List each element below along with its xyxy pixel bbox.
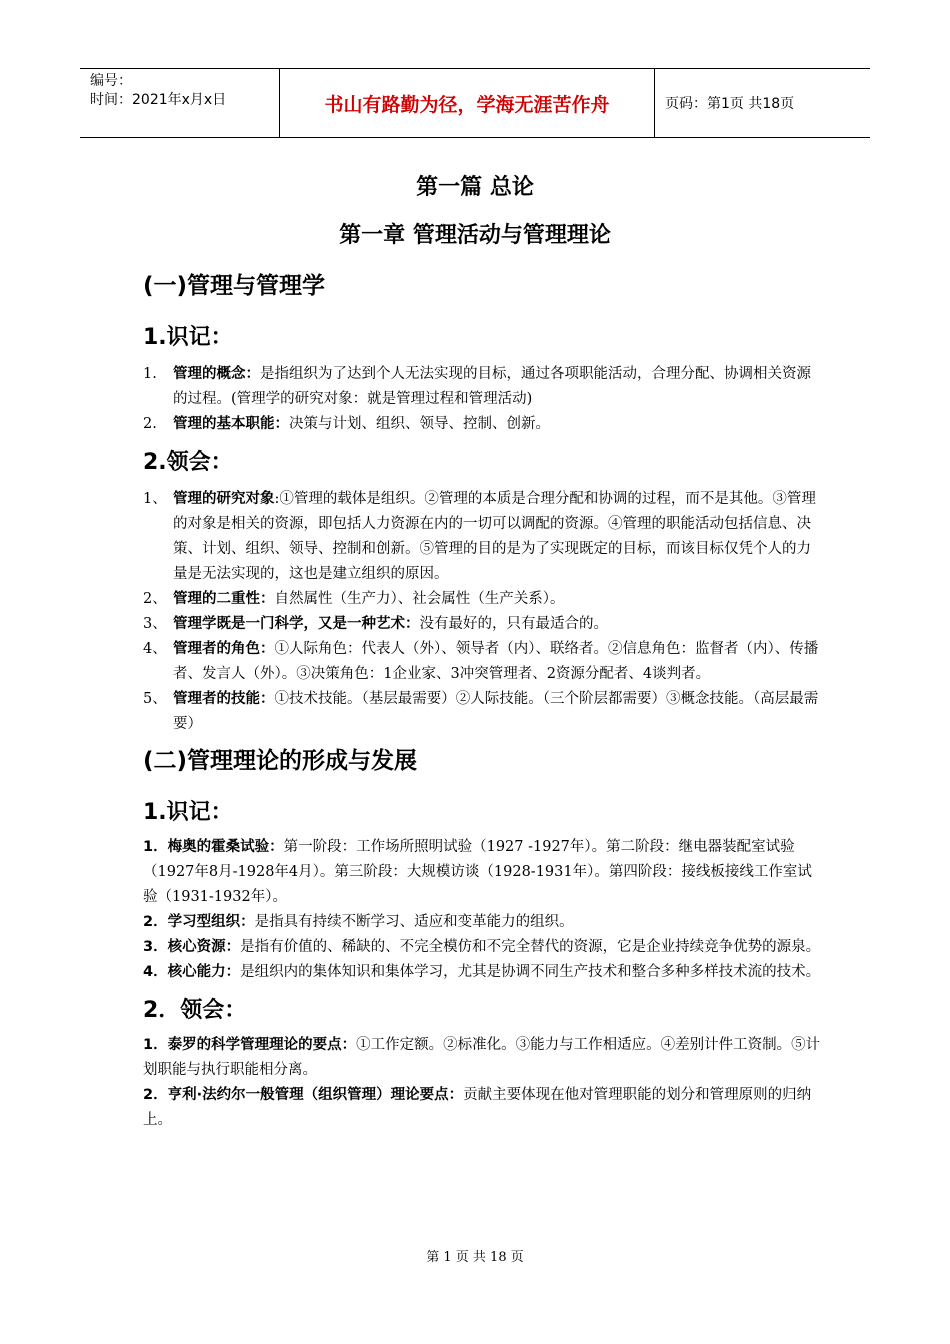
list-item: 5、 管理者的技能：①技术技能。（基层最需要）②人际技能。（三个阶层都需要）③概念技能。（高层最需要） <box>143 691 819 732</box>
recall-heading-2: 1.识记： <box>143 800 233 825</box>
header-page-info: 页码：第1页 共18页 <box>665 96 795 112</box>
header-meta <box>80 69 280 137</box>
section-title-1: (一)管理与管理学 <box>143 273 326 299</box>
list-item: 3、 管理学既是一门科学，又是一种艺术：没有最好的，只有最适合的。 <box>143 616 608 632</box>
list-item: 4、 管理者的角色：①人际角色：代表人（外）、领导者（内）、联络者。②信息角色：监督者（内）、传播者、发言人（外）。③决策角色：1企业家、3冲突管理者、2资源分配者、4谈判者。 <box>143 641 819 682</box>
understand-heading-2: 2．领会： <box>143 998 247 1023</box>
list-item: 2．亨利·法约尔一般管理（组织管理）理论要点：贡献主要体现在他对管理职能的划分和管理原则的归纳上。 <box>143 1087 812 1128</box>
document-header <box>80 68 870 138</box>
list-item: 2．学习型组织：是指具有持续不断学习、适应和变革能力的组织。 <box>143 914 574 930</box>
recall-list-1 <box>143 362 825 437</box>
header-number-label: 编号： <box>90 73 132 89</box>
page-footer: 第 1 页 共 18 页 <box>426 1250 524 1265</box>
document-body <box>143 264 825 1133</box>
chapter-title: 第一章 管理活动与管理理论 <box>339 223 611 248</box>
list-item: 1．泰罗的科学管理理论的要点：①工作定额。②标准化。③能力与工作相适应。④差别计件工资制。⑤计划职能与执行职能相分离。 <box>143 1037 821 1078</box>
list-item: 2、 管理的二重性：自然属性（生产力）、社会属性（生产关系）。 <box>143 591 565 607</box>
recall-heading-1: 1.识记： <box>143 325 233 350</box>
list-item: 3．核心资源：是指有价值的、稀缺的、不完全模仿和不完全替代的资源，它是企业持续竞争优势的源泉。 <box>143 939 821 955</box>
understand-list-2 <box>143 1033 825 1133</box>
list-item: 1. 管理的概念：是指组织为了达到个人无法实现的目标，通过各项职能活动，合理分配、协调相关资源的过程。(管理学的研究对象：就是管理过程和管理活动) <box>143 366 811 407</box>
part-title: 第一篇 总论 <box>416 175 534 200</box>
list-item: 1．梅奥的霍桑试验：第一阶段：工作场所照明试验（1927 -1927年）。第二阶段：继电器装配室试验（1927年8月-1928年4月）。第三阶段：大规模访谈（1928-1931年）。第四阶段：接线板接线工作室试验（1931-1932年）。 <box>143 839 812 905</box>
header-time-label: 时间：2021年x月x日 <box>90 92 227 108</box>
understand-list-1 <box>143 487 825 737</box>
recall-list-2 <box>143 835 825 985</box>
list-item: 1、 管理的研究对象:①管理的载体是组织。②管理的本质是合理分配和协调的过程，而不是其他。③管理的对象是相关的资源，即包括人力资源在内的一切可以调配的资源。④管理的职能活动包括信息、决策、计划、组织、领导、控制和创新。⑤管理的目的是为了实现既定的目标，而该目标仅凭个人的力量是无法实现的，这也是建立组织的原因。 <box>143 491 816 582</box>
list-item: 4．核心能力：是组织内的集体知识和集体学习，尤其是协调不同生产技术和整合多种多样技术流的技术。 <box>143 964 821 980</box>
section-title-2: (二)管理理论的形成与发展 <box>143 748 418 774</box>
list-item: 2. 管理的基本职能：决策与计划、组织、领导、控制、创新。 <box>143 416 550 432</box>
header-motto: 书山有路勤为径，学海无涯苦作舟 <box>280 69 655 137</box>
understand-heading-1: 2.领会： <box>143 450 233 475</box>
